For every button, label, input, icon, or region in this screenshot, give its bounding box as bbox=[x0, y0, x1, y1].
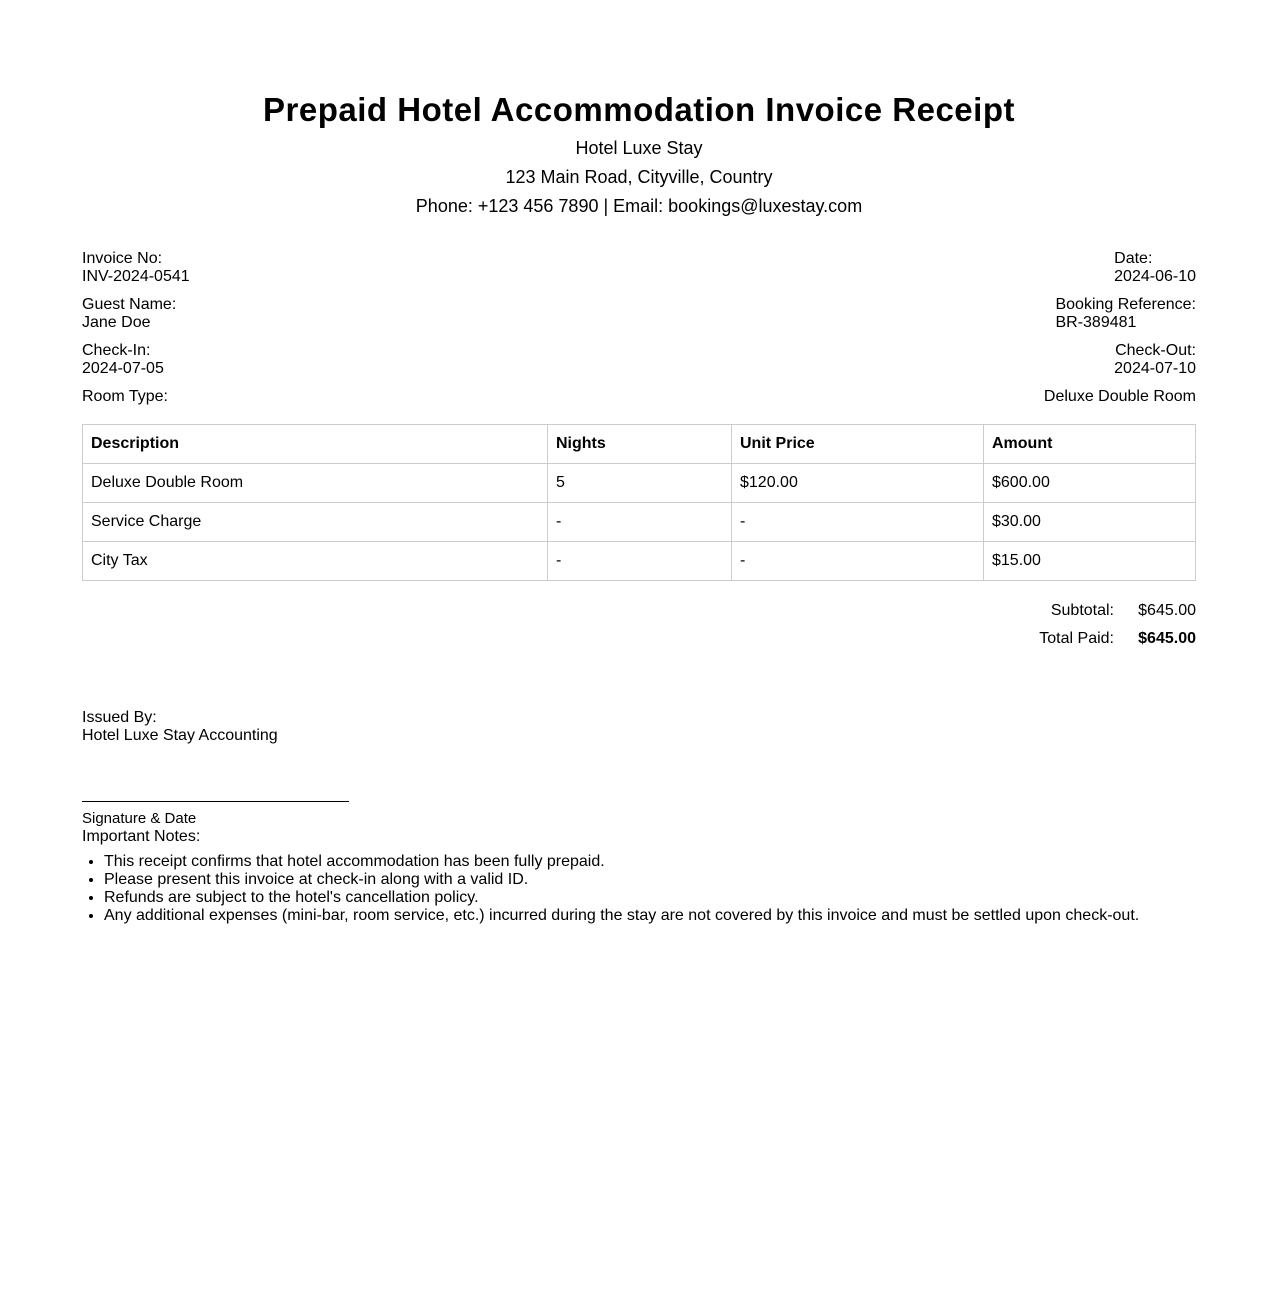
column-header: Description bbox=[83, 425, 548, 464]
subtotal-label: Subtotal: bbox=[1050, 602, 1114, 619]
check-out-label: Check-Out: bbox=[1115, 342, 1196, 359]
table-cell: - bbox=[732, 542, 984, 581]
table-cell: $30.00 bbox=[984, 503, 1196, 542]
invoice-page bbox=[82, 0, 1196, 925]
table-cell: Service Charge bbox=[83, 503, 548, 542]
room-type-value: Deluxe Double Room bbox=[1043, 388, 1196, 405]
column-header: Amount bbox=[984, 425, 1196, 464]
list-item: • This receipt confirms that hotel accommodation has been fully prepaid. bbox=[104, 853, 1196, 871]
invoice-no-label: Invoice No: bbox=[82, 250, 163, 267]
list-item: • Refunds are subject to the hotel's cancellation policy. bbox=[104, 889, 1196, 907]
notes-list bbox=[82, 853, 1196, 925]
column-header: Nights bbox=[548, 425, 732, 464]
table-cell: City Tax bbox=[83, 542, 548, 581]
invoice-date-value: 2024-06-10 bbox=[1114, 268, 1196, 285]
table-cell: - bbox=[548, 542, 732, 581]
table-cell: - bbox=[548, 503, 732, 542]
total-paid-label: Total Paid: bbox=[1039, 630, 1114, 647]
table-row bbox=[83, 464, 1196, 503]
table-cell: $15.00 bbox=[984, 542, 1196, 581]
hotel-info bbox=[82, 134, 1196, 221]
invoice-date bbox=[1114, 250, 1196, 286]
subtotal-row bbox=[82, 597, 1196, 625]
list-item: • Please present this invoice at check-in along with a valid ID. bbox=[104, 871, 1196, 889]
hotel-contact: Phone: +123 456 7890 | Email: bookings@luxestay.com bbox=[415, 196, 863, 216]
total-paid-row bbox=[82, 625, 1196, 653]
totals bbox=[82, 597, 1196, 653]
booking-reference-label: Booking Reference: bbox=[1055, 296, 1196, 313]
check-in-value: 2024-07-05 bbox=[82, 360, 164, 377]
line-items-table bbox=[82, 424, 1196, 581]
hotel-name: Hotel Luxe Stay bbox=[575, 138, 703, 158]
check-in-label: Check-In: bbox=[82, 342, 151, 359]
invoice-no bbox=[82, 250, 190, 286]
page-title: Prepaid Hotel Accommodation Invoice Receipt bbox=[263, 91, 1015, 128]
check-out-value: 2024-07-10 bbox=[1114, 360, 1196, 377]
table-cell: Deluxe Double Room bbox=[83, 464, 548, 503]
column-header: Unit Price bbox=[732, 425, 984, 464]
booking-reference bbox=[1055, 296, 1196, 332]
guest-name-value: Jane Doe bbox=[82, 314, 151, 331]
room-type-label: Room Type: bbox=[82, 388, 168, 405]
total-paid-value: $645.00 bbox=[1138, 630, 1196, 647]
list-item: • Any additional expenses (mini-bar, room service, etc.) incurred during the stay are not covered by this invoice and must be settled upon check-out. bbox=[104, 907, 1196, 925]
issued-by-value: Hotel Luxe Stay Accounting bbox=[82, 727, 278, 744]
check-in bbox=[82, 342, 164, 378]
table-row bbox=[83, 503, 1196, 542]
guest-name-label: Guest Name: bbox=[82, 296, 177, 313]
invoice-no-value: INV-2024-0541 bbox=[82, 268, 190, 285]
booking-reference-value: BR-389481 bbox=[1055, 314, 1137, 331]
table-cell: - bbox=[732, 503, 984, 542]
table-row bbox=[83, 542, 1196, 581]
table-cell: $600.00 bbox=[984, 464, 1196, 503]
table-header-row bbox=[83, 425, 1196, 464]
invoice-date-label: Date: bbox=[1114, 250, 1153, 267]
guest-name bbox=[82, 296, 176, 332]
signature-line bbox=[82, 801, 349, 802]
issued-by-label: Issued By: bbox=[82, 709, 157, 726]
subtotal-value: $645.00 bbox=[1138, 602, 1196, 619]
invoice-meta bbox=[82, 250, 1196, 406]
hotel-address: 123 Main Road, Cityville, Country bbox=[505, 167, 773, 187]
signature-label: Signature & Date bbox=[82, 810, 197, 827]
table-cell: $120.00 bbox=[732, 464, 984, 503]
notes-title: Important Notes: bbox=[82, 828, 201, 845]
issued-by bbox=[82, 709, 1196, 745]
check-out bbox=[1114, 342, 1196, 378]
table-cell: 5 bbox=[548, 464, 732, 503]
